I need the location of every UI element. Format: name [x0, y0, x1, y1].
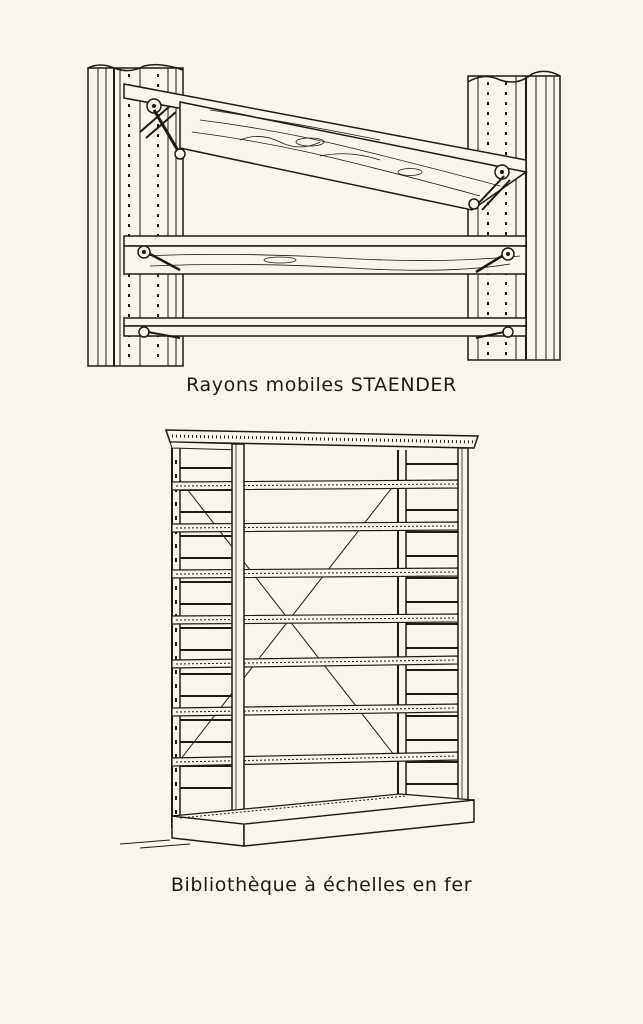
- back-ladders: [172, 448, 406, 828]
- middle-shelf: [124, 236, 526, 274]
- movable-shelves-drawing: [80, 60, 570, 370]
- bottom-shelf: [124, 318, 526, 338]
- bookcase-plinth: [120, 794, 474, 848]
- ladder-bookcase-drawing: [110, 420, 490, 870]
- figure-caption-shelves: Rayons mobiles STAENDER: [186, 374, 457, 396]
- front-uprights: [232, 444, 468, 842]
- movable-shelves-illustration: [80, 60, 570, 370]
- ladder-bookcase-illustration: [110, 420, 490, 870]
- figure-caption-bookcase: Bibliothèque à échelles en fer: [170, 874, 473, 896]
- bookcase-cornice: [166, 430, 478, 450]
- right-upright: [468, 71, 560, 360]
- side-rungs: [180, 464, 462, 788]
- tilted-shelf: [124, 84, 526, 210]
